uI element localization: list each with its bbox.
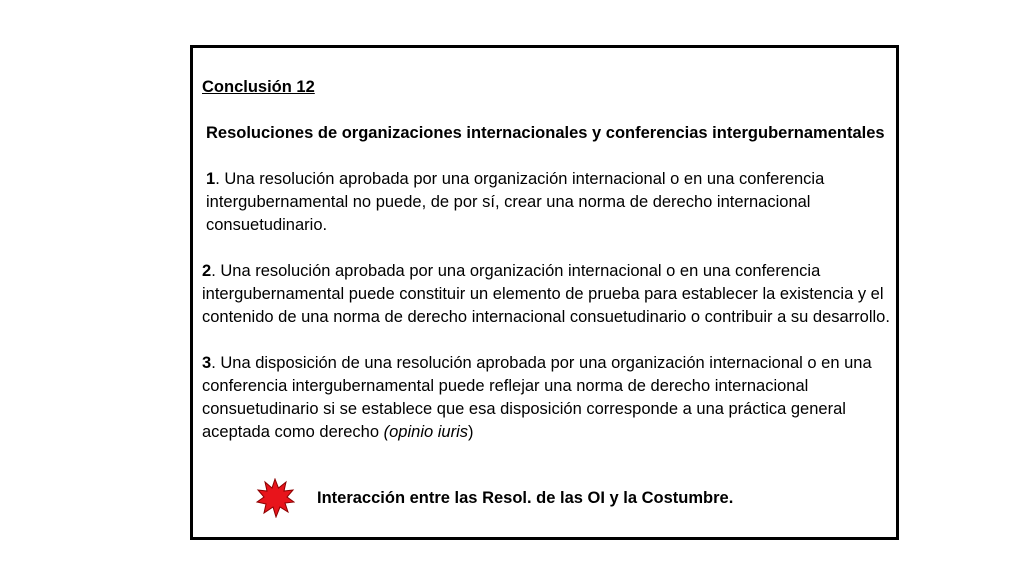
paragraph-number: 1: [206, 170, 216, 188]
paragraph-text: . Una resolución aprobada por una organización internacional o en una conferencia intergubernamental no puede, de por sí, crear una norma de derecho internacional consuetudinario.: [206, 170, 825, 234]
paragraph-3: [202, 352, 892, 444]
paragraph-text: . Una disposición de una resolución aprobada por una organización internacional o en una conferencia intergubernamental puede reflejar una norma de derecho internacional consuetudinario si se establece que esa disposición corresponde a una práctica general aceptada como derecho: [202, 354, 872, 441]
paragraph-1: [206, 168, 892, 237]
paragraph-number: 2: [202, 262, 212, 280]
conclusion-title: Conclusión 12: [202, 78, 315, 96]
paragraph-2: [202, 260, 892, 329]
paragraph-number: 3: [202, 354, 212, 372]
paragraph-text: . Una resolución aprobada por una organización internacional o en una conferencia intergubernamental puede constituir un elemento de prueba para establecer la existencia y el contenido de una norma de derecho internacional consuetudinario o contribuir a su desarrollo.: [202, 262, 890, 326]
slide-content: [202, 76, 892, 444]
conclusion-subtitle: Resoluciones de organizaciones internacionales y conferencias intergubernamentales: [206, 124, 885, 142]
red-burst-icon: [255, 478, 295, 518]
footer-text: Interacción entre las Resol. de las OI y la Costumbre.: [317, 488, 734, 507]
footer: [255, 478, 733, 518]
paragraph-italic: (opinio iuris: [383, 423, 468, 441]
slide-frame: [190, 45, 899, 540]
paragraph-closing: ): [468, 423, 474, 441]
